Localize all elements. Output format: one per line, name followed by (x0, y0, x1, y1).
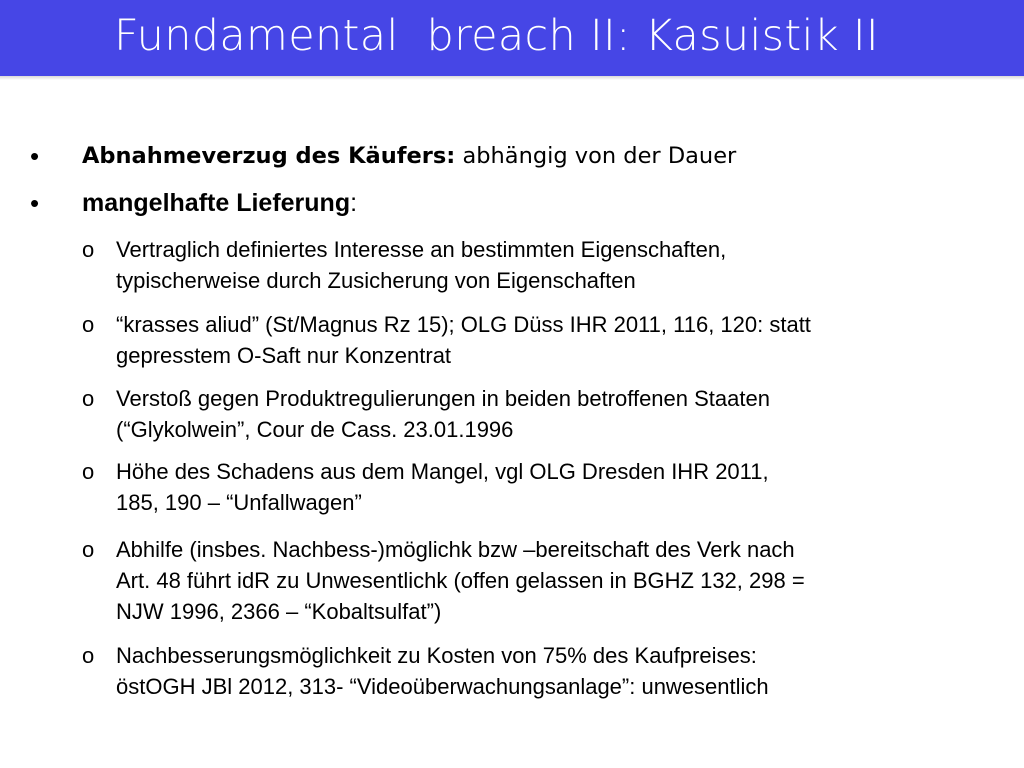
sub-item-text: “krasses aliud” (St/Magnus Rz 15); OLG Düss IHR 2011, 116, 120: statt gepresstem O-Saft nur Konzentrat (116, 312, 811, 368)
title-bar (0, 0, 1024, 76)
bullet-plain-text: abhängig von der Dauer (455, 143, 737, 169)
slide-title: Fundamental breach II: Kasuistik II (114, 11, 879, 61)
sub-item-text: Vertraglich definiertes Interesse an bestimmten Eigenschaften, typischerweise durch Zusicherung von Eigenschaften (116, 237, 727, 293)
sub-item-marker: o (82, 312, 95, 337)
sub-item-text: Nachbesserungsmöglichkeit zu Kosten von 75% des Kaufpreises: östOGH JBl 2012, 313- “Videoüberwachungsanlage”: unwesentlich (116, 643, 769, 699)
sub-item-text: Höhe des Schadens aus dem Mangel, vgl OLG Dresden IHR 2011, 185, 190 – “Unfallwagen” (116, 459, 769, 515)
bullet-marker: • (30, 188, 40, 218)
bullet-plain-text: : (350, 189, 358, 217)
sub-item-text: Abhilfe (insbes. Nachbess-)möglichk bzw –bereitschaft des Verk nach Art. 48 führt idR zu Unwesentlichk (offen gelassen in BGHZ 132, 298 = NJW 1996, 2366 – “Kobaltsulfat”) (116, 537, 805, 624)
bullet-text (82, 141, 736, 171)
sub-item-marker: o (82, 643, 95, 668)
sub-item-marker: o (82, 459, 95, 484)
sub-item-marker: o (82, 386, 95, 411)
bullet-marker: • (30, 141, 40, 171)
bullet-bold-text: Abnahmeverzug des Käufers: (82, 143, 456, 169)
sub-item-text: Verstoß gegen Produktregulierungen in beiden betroffenen Staaten (“Glykolwein”, Cour de Cass. 23.01.1996 (116, 386, 770, 442)
sub-item-marker: o (82, 237, 95, 262)
bullet-bold-text: mangelhafte Lieferung (82, 189, 351, 217)
sub-item-marker: o (82, 537, 95, 562)
bullet-text (82, 188, 357, 218)
